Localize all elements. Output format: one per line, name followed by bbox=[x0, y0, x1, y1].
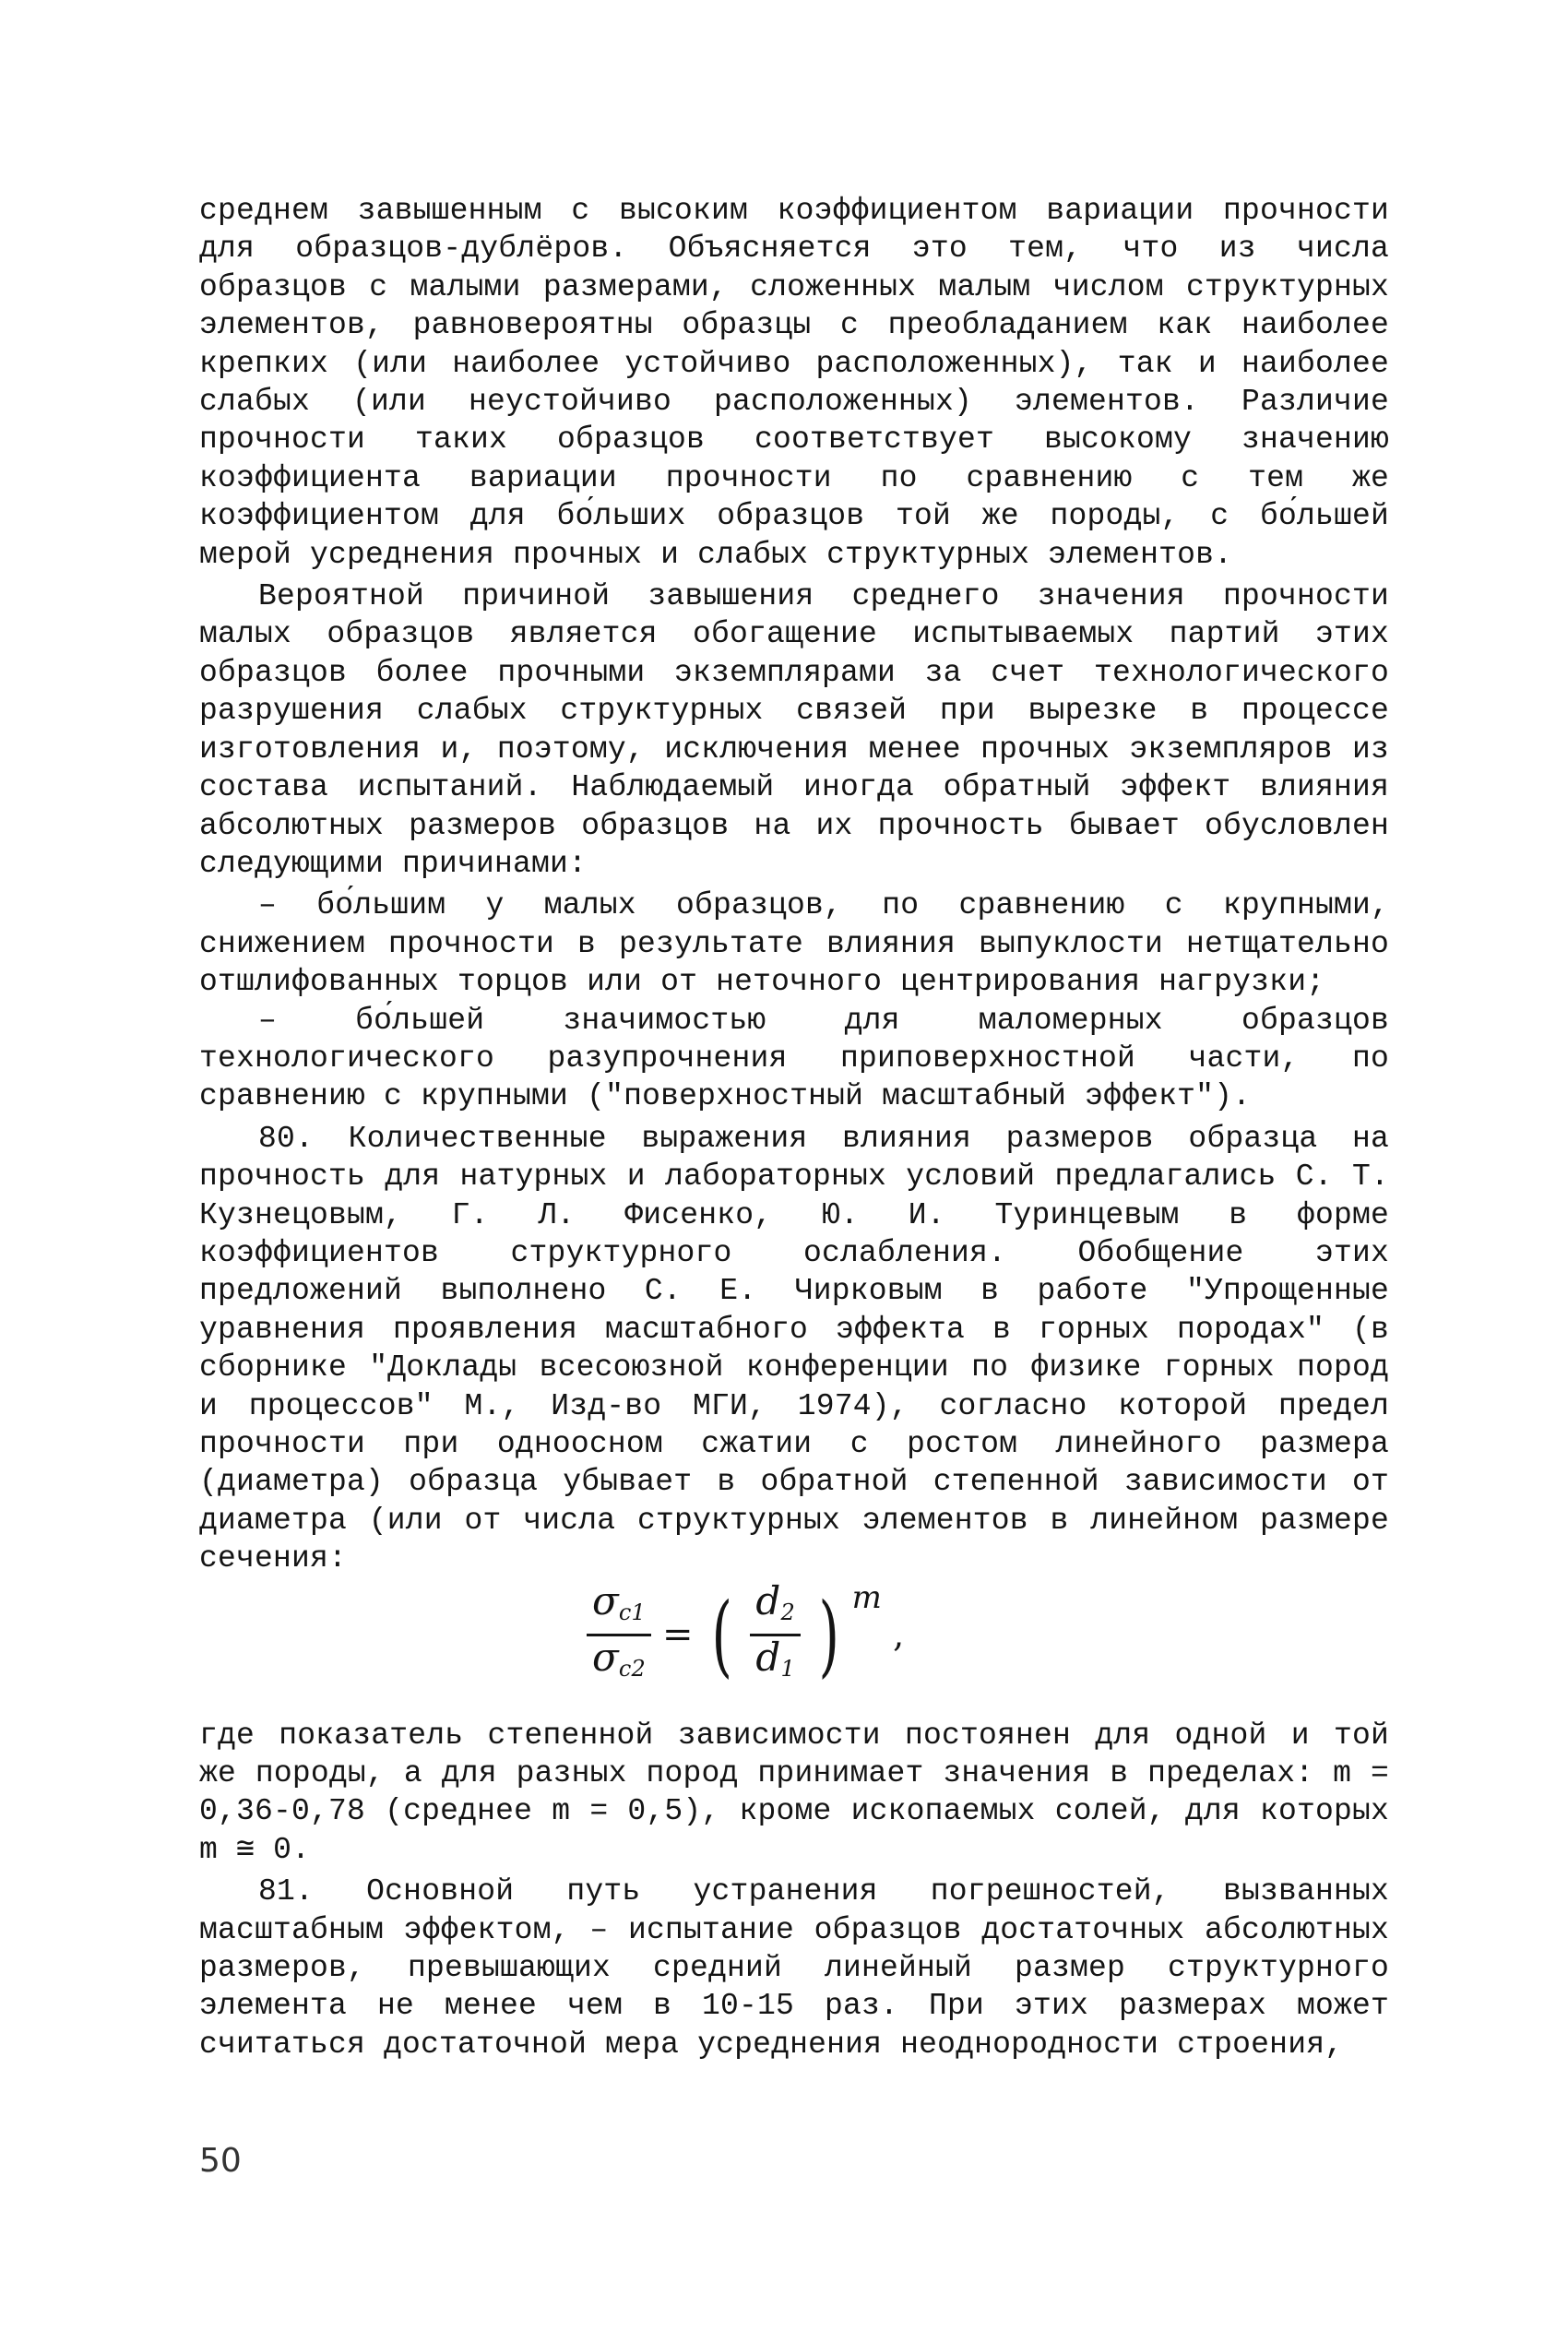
paragraph-1: среднем завышенным с высоким коэффициентом вариации прочности для образцов-дублёров. Объясняется это тем, что из числа образцов с малыми размерами, сложенных малым числом структурных элементов, равновероятны образцы с преобладанием как наиболее крепких (или наиболее устойчиво расположенных), так и наиболее слабых (или неустойчиво расположенных) элементов. Различие прочности таких образцов соответствует высокому значению коэффициента вариации прочности по сравнению с тем же коэффициентом для бо́льших образцов той же породы, с бо́льшей мерой усреднения прочных и слабых структурных элементов. bbox=[199, 194, 1389, 572]
formula-block bbox=[199, 1578, 1389, 1717]
lhs-denominator-sub: c2 bbox=[618, 1656, 646, 1683]
lhs-numerator: σ bbox=[592, 1577, 619, 1623]
page-body bbox=[199, 192, 1389, 2063]
formula-lhs-fraction bbox=[587, 1577, 651, 1689]
paragraph-formula-explanation: где показатель степенной зависимости постоянен для одной и той же породы, а для разных пород принимает значения в пределах: m = 0,36-0,78 (среднее m = 0,5), кроме ископаемых солей, для которых m ≅ 0. bbox=[199, 1718, 1389, 1867]
formula-comma: , bbox=[893, 1613, 905, 1655]
formula-rhs-fraction bbox=[750, 1577, 801, 1689]
scale-effect-formula bbox=[587, 1577, 905, 1689]
lhs-denominator: σ bbox=[592, 1635, 619, 1681]
list-item-2: – бо́льшей значимостью для маломерных образцов технологического разупрочнения приповерхностной части, по сравнению с крупными ("поверхностный масштабный эффект"). bbox=[199, 1003, 1389, 1114]
list-item-1: – бо́льшим у малых образцов, по сравнению с крупными, снижением прочности в результате влияния выпуклости нетщательно отшлифованных торцов или от неточного центрирования нагрузки; bbox=[199, 888, 1389, 1000]
paragraph-80: 80. Количественные выражения влияния размеров образца на прочность для натурных и лабораторных условий предлагались С. Т. Кузнецовым, Г. Л. Фисенко, Ю. И. Туринцевым в форме коэффициентов структурного ослабления. Обобщение этих предложений выполнено С. Е. Чирковым в работе "Упрощенные уравнения проявления масштабного эффекта в горных породах" (в сборнике "Доклады всесоюзной конференции по физике горных пород и процессов" М., Изд-во МГИ, 1974), согласно которой предел прочности при одноосном сжатии с ростом линейного размера (диаметра) образца убывает в обратной степенной зависимости от диаметра (или от числа структурных элементов в линейном размере сечения: bbox=[199, 1121, 1389, 1576]
formula-exponent: m bbox=[851, 1578, 883, 1616]
rhs-numerator-sub: 2 bbox=[780, 1599, 795, 1625]
lhs-numerator-sub: c1 bbox=[618, 1599, 646, 1625]
rhs-denominator: d bbox=[755, 1635, 781, 1681]
paragraph-2: Вероятной причиной завышения среднего значения прочности малых образцов является обогащение испытываемых партий этих образцов более прочными экземплярами за счет технологического разрушения слабых структурных связей при вырезке в процессе изготовления и, поэтому, исключения менее прочных экземпляров из состава испытаний. Наблюдаемый иногда обратный эффект влияния абсолютных размеров образцов на их прочность бывает обусловлен следующими причинами: bbox=[199, 579, 1389, 881]
paragraph-81: 81. Основной путь устранения погрешностей, вызванных масштабным эффектом, – испытание образцов достаточных абсолютных размеров, превышающих средний линейный размер структурного элемента не менее чем в 10-15 раз. При этих размерах может считаться достаточной мера усреднения неоднородности строения, bbox=[199, 1874, 1389, 2062]
rhs-numerator: d bbox=[755, 1577, 781, 1623]
rhs-denominator-sub: 1 bbox=[780, 1656, 795, 1683]
page-number: 50 bbox=[199, 2142, 242, 2180]
right-paren: ) bbox=[818, 1583, 840, 1687]
equals-sign: = bbox=[662, 1612, 694, 1656]
left-paren: ( bbox=[711, 1583, 732, 1687]
